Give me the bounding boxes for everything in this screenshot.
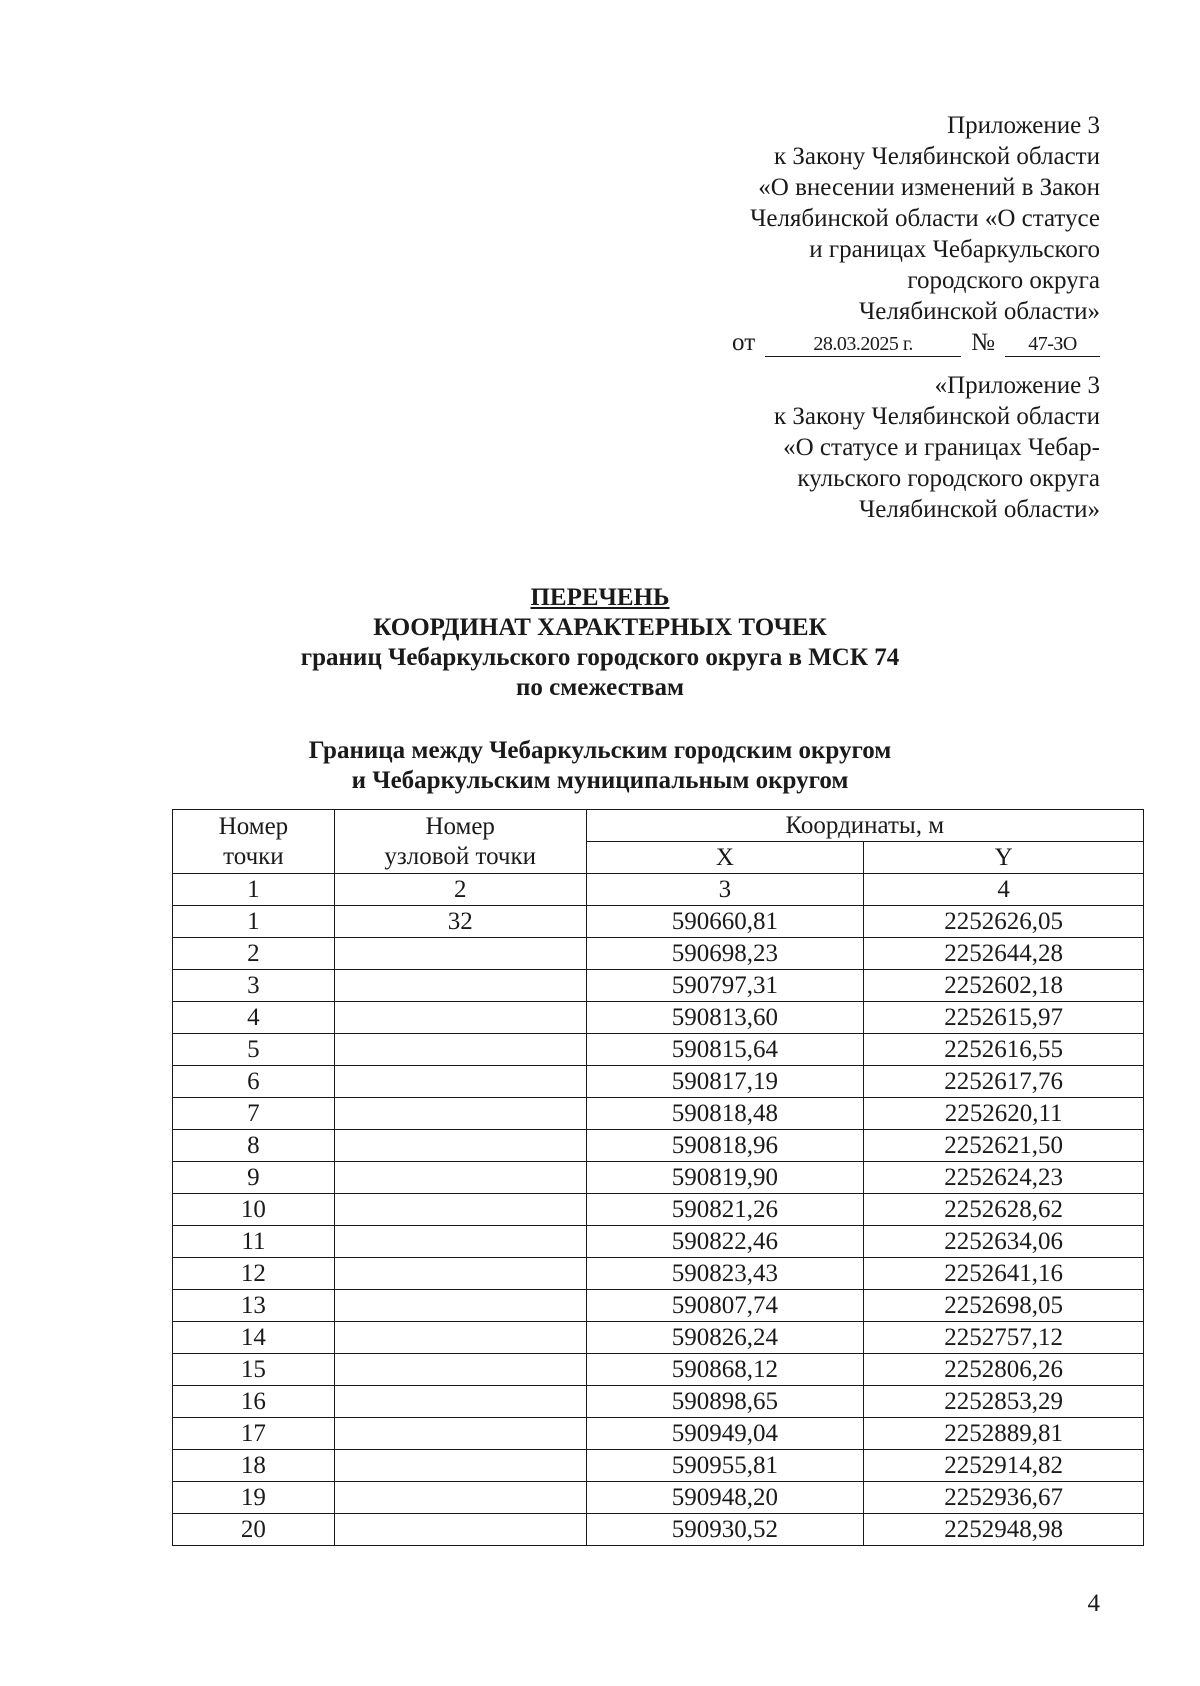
cell-x: 590660,81 [586, 906, 864, 938]
cell-point-number: 12 [173, 1258, 335, 1290]
cell-x: 590949,04 [586, 1418, 864, 1450]
appendix-new-line: Челябинской области» [859, 298, 1100, 325]
cell-point-number: 2 [173, 938, 335, 970]
section-subtitle [0, 736, 1200, 796]
table-row [173, 1162, 1144, 1194]
cell-x: 590815,64 [586, 1034, 864, 1066]
appendix-orig-line: «Приложение 3 [934, 372, 1100, 399]
column-number: 4 [864, 874, 1144, 906]
law-date: 28.03.2025 г. [765, 332, 961, 357]
cell-y: 2252644,28 [864, 938, 1144, 970]
cell-y: 2252634,06 [864, 1226, 1144, 1258]
cell-x: 590813,60 [586, 1002, 864, 1034]
cell-node-number [334, 1386, 586, 1418]
cell-point-number: 15 [173, 1354, 335, 1386]
cell-x: 590818,96 [586, 1130, 864, 1162]
cell-node-number [334, 1322, 586, 1354]
table-row [173, 1514, 1144, 1546]
law-number: 47-ЗО [1005, 332, 1100, 357]
header-x: X [586, 842, 864, 874]
header-text: узловой точки [384, 842, 537, 870]
cell-x: 590898,65 [586, 1386, 864, 1418]
cell-x: 590698,23 [586, 938, 864, 970]
cell-x: 590948,20 [586, 1482, 864, 1514]
appendix-new-line: «О внесении изменений в Закон [758, 174, 1100, 201]
column-number: 2 [334, 874, 586, 906]
table-row [173, 1194, 1144, 1226]
cell-y: 2252853,29 [864, 1386, 1144, 1418]
cell-node-number: 32 [334, 906, 586, 938]
cell-point-number: 6 [173, 1066, 335, 1098]
table-row [173, 1258, 1144, 1290]
subtitle-line-2: и Чебаркульским муниципальным округом [351, 767, 849, 794]
table-row [173, 938, 1144, 970]
cell-node-number [334, 1258, 586, 1290]
cell-y: 2252641,16 [864, 1258, 1144, 1290]
cell-x: 590818,48 [586, 1098, 864, 1130]
cell-point-number: 9 [173, 1162, 335, 1194]
cell-y: 2252628,62 [864, 1194, 1144, 1226]
cell-node-number [334, 1034, 586, 1066]
cell-y: 2252936,67 [864, 1482, 1144, 1514]
cell-y: 2252948,98 [864, 1514, 1144, 1546]
table-row [173, 1130, 1144, 1162]
cell-point-number: 1 [173, 906, 335, 938]
header-coordinates: Координаты, м [586, 810, 1143, 842]
cell-y: 2252617,76 [864, 1066, 1144, 1098]
table-row [173, 1034, 1144, 1066]
table-row [173, 1066, 1144, 1098]
cell-y: 2252757,12 [864, 1322, 1144, 1354]
cell-point-number: 14 [173, 1322, 335, 1354]
header-text: точки [223, 842, 284, 870]
appendix-orig-line: кульского городского округа [797, 465, 1100, 492]
title-line-1: ПЕРЕЧЕНЬ [530, 584, 670, 611]
table-row [173, 1290, 1144, 1322]
appendix-new-line: и границах Чебаркульского [809, 236, 1100, 263]
cell-node-number [334, 1002, 586, 1034]
table-row [173, 1450, 1144, 1482]
cell-node-number [334, 1354, 586, 1386]
cell-y: 2252698,05 [864, 1290, 1144, 1322]
cell-point-number: 3 [173, 970, 335, 1002]
title-line-3: границ Чебаркульского городского округа в МСК 74 [300, 644, 900, 671]
header-node-number [334, 810, 586, 874]
header-point-number [173, 810, 335, 874]
cell-node-number [334, 1418, 586, 1450]
cell-x: 590822,46 [586, 1226, 864, 1258]
cell-y: 2252615,97 [864, 1002, 1144, 1034]
appendix-new-line: городского округа [907, 267, 1100, 294]
column-number: 3 [586, 874, 864, 906]
appendix-new-line: Приложение 3 [947, 112, 1100, 139]
cell-node-number [334, 938, 586, 970]
table-row [173, 1098, 1144, 1130]
title-line-4: по смежествам [516, 674, 684, 701]
cell-point-number: 18 [173, 1450, 335, 1482]
cell-x: 590930,52 [586, 1514, 864, 1546]
appendix-new-line: к Закону Челябинской области [774, 143, 1100, 170]
cell-x: 590955,81 [586, 1450, 864, 1482]
cell-node-number [334, 1098, 586, 1130]
table-row [173, 1002, 1144, 1034]
cell-point-number: 20 [173, 1514, 335, 1546]
table-row [173, 1418, 1144, 1450]
table-row [173, 1482, 1144, 1514]
cell-point-number: 13 [173, 1290, 335, 1322]
cell-point-number: 17 [173, 1418, 335, 1450]
cell-y: 2252621,50 [864, 1130, 1144, 1162]
cell-point-number: 11 [173, 1226, 335, 1258]
appendix-original-block [774, 370, 1100, 525]
table-row [173, 906, 1144, 938]
cell-point-number: 10 [173, 1194, 335, 1226]
cell-y: 2252914,82 [864, 1450, 1144, 1482]
column-number: 1 [173, 874, 335, 906]
cell-point-number: 16 [173, 1386, 335, 1418]
cell-point-number: 8 [173, 1130, 335, 1162]
table-row [173, 970, 1144, 1002]
table-row [173, 1322, 1144, 1354]
appendix-orig-line: «О статусе и границах Чебар- [783, 434, 1100, 461]
law-date-number-line [732, 327, 1100, 358]
date-prefix: от [732, 329, 756, 356]
cell-point-number: 4 [173, 1002, 335, 1034]
appendix-orig-line: к Закону Челябинской области [774, 403, 1100, 430]
cell-y: 2252626,05 [864, 906, 1144, 938]
cell-x: 590826,24 [586, 1322, 864, 1354]
document-title [0, 583, 1200, 703]
table-row [173, 1226, 1144, 1258]
cell-y: 2252889,81 [864, 1418, 1144, 1450]
cell-x: 590821,26 [586, 1194, 864, 1226]
table-row [173, 1354, 1144, 1386]
header-text: Номер [425, 812, 495, 840]
header-text: Номер [218, 812, 289, 840]
cell-node-number [334, 1226, 586, 1258]
header-y: Y [864, 842, 1144, 874]
appendix-orig-line: Челябинской области» [859, 496, 1100, 523]
cell-point-number: 5 [173, 1034, 335, 1066]
cell-y: 2252616,55 [864, 1034, 1144, 1066]
cell-x: 590819,90 [586, 1162, 864, 1194]
cell-node-number [334, 970, 586, 1002]
appendix-new-line: Челябинской области «О статусе [750, 205, 1100, 232]
cell-y: 2252624,23 [864, 1162, 1144, 1194]
cell-point-number: 19 [173, 1482, 335, 1514]
page-number: 4 [1087, 1590, 1100, 1617]
appendix-new-block [732, 110, 1100, 358]
cell-node-number [334, 1290, 586, 1322]
cell-node-number [334, 1514, 586, 1546]
cell-node-number [334, 1130, 586, 1162]
cell-node-number [334, 1066, 586, 1098]
number-prefix: № [971, 329, 995, 356]
subtitle-line-1: Граница между Чебаркульским городским округом [308, 737, 892, 764]
cell-y: 2252602,18 [864, 970, 1144, 1002]
table-body [173, 906, 1144, 1546]
cell-y: 2252806,26 [864, 1354, 1144, 1386]
cell-x: 590817,19 [586, 1066, 864, 1098]
cell-x: 590868,12 [586, 1354, 864, 1386]
cell-x: 590823,43 [586, 1258, 864, 1290]
cell-point-number: 7 [173, 1098, 335, 1130]
column-number-row [173, 874, 1144, 906]
cell-y: 2252620,11 [864, 1098, 1144, 1130]
cell-x: 590807,74 [586, 1290, 864, 1322]
cell-node-number [334, 1162, 586, 1194]
table-row [173, 1386, 1144, 1418]
cell-node-number [334, 1194, 586, 1226]
coordinates-table [172, 809, 1144, 1546]
cell-x: 590797,31 [586, 970, 864, 1002]
title-line-2: КООРДИНАТ ХАРАКТЕРНЫХ ТОЧЕК [373, 614, 827, 641]
cell-node-number [334, 1482, 586, 1514]
cell-node-number [334, 1450, 586, 1482]
